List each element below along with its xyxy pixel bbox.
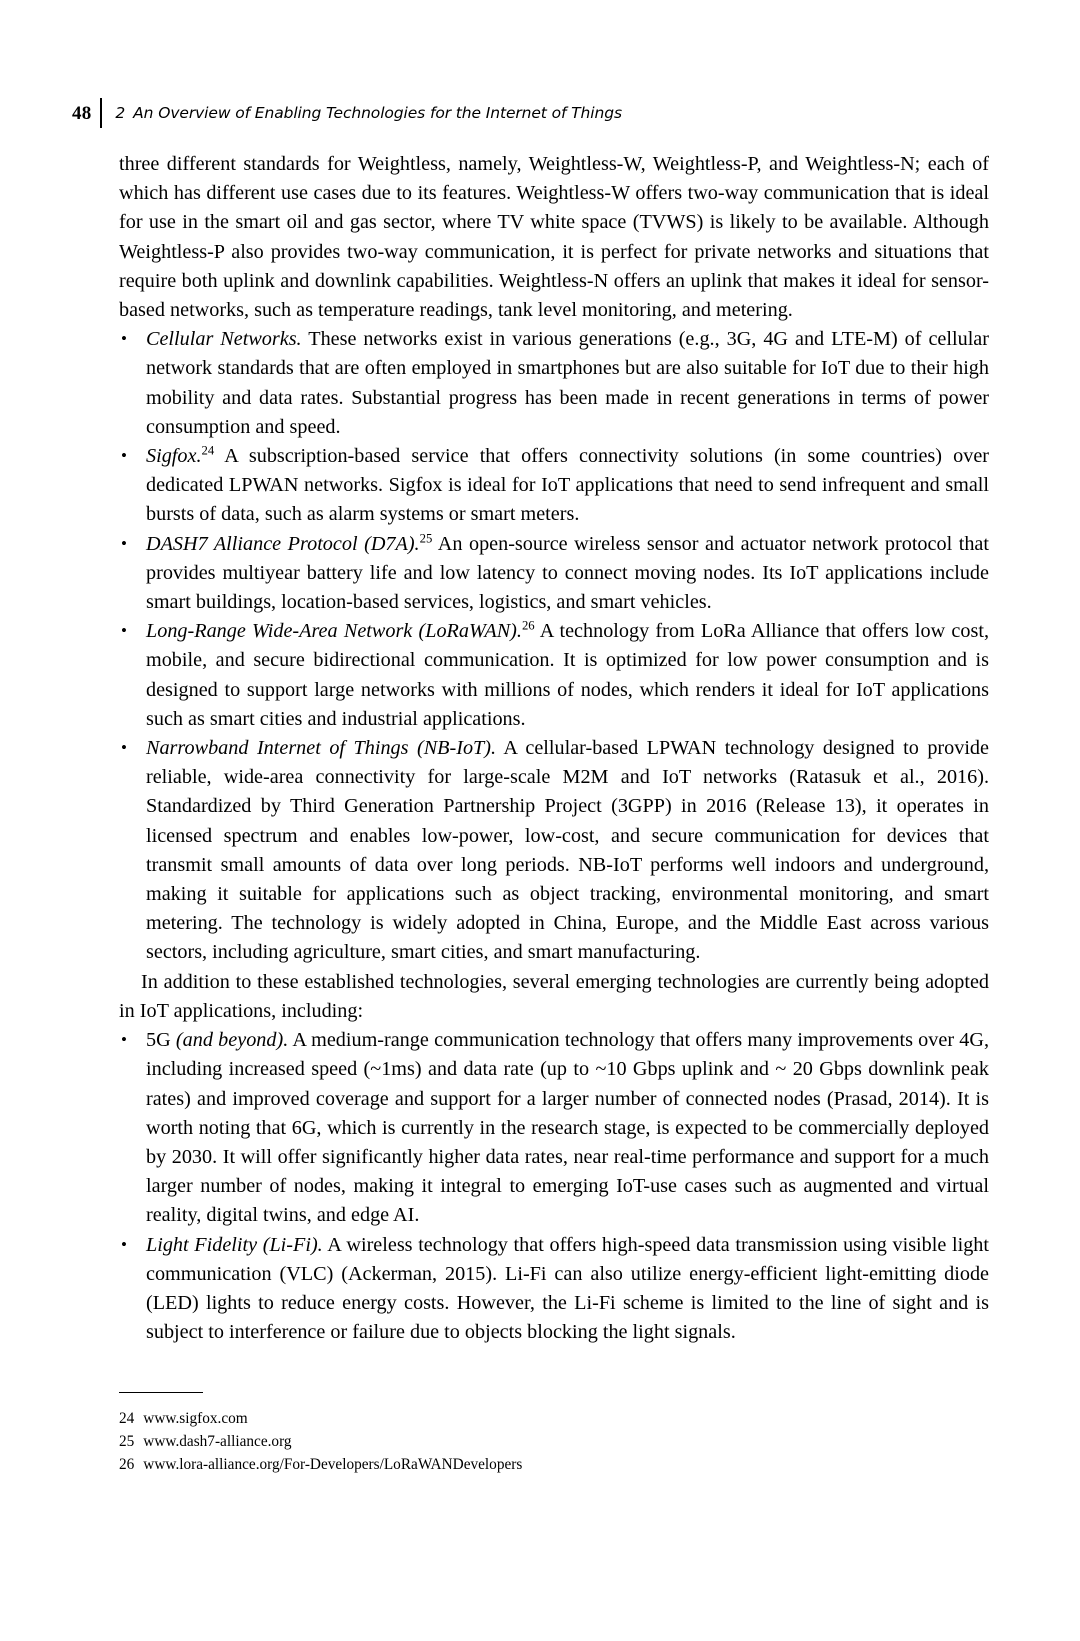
emerging-technology-item-text: A medium-range communication technology that offers many improvements over 4G, including increased speed (~1ms) and data rate (up to ~10 Gbps uplink and ~ 20 Gbps downlink peak rates) and improved coverage and support for a larger number of connected nodes (Prasad, 2014). It is worth noting that 6G, which is currently in the research stage, is expected to be commercially deployed by 2030. It will offer significantly higher data rates, near real-time performance and support for a much larger number of nodes, making it integral to emerging IoT-use cases such as augmented and virtual reality, digital twins, and edge AI. [146,1029,990,1227]
continued-paragraph: three different standards for Weightless, namely, Weightless-W, Weightless-P, and Weightless-N; each of which has different use cases due to its features. Weightless-W offers two-way communication that is ideal for use in the smart oil and gas sector, where TV white space (TVWS) is likely to be available. Although Weightless-P also provides two-way communication, it is perfect for private networks and situations that require both uplink and downlink capabilities. Weightless-N offers an uplink that makes it ideal for sensor-based networks, such as temperature readings, tank level monitoring, and metering. [119,153,989,322]
emerging-technology-item-lead-upright: 5G [146,1029,171,1052]
running-head-title [115,104,622,122]
chapter-number: 2 [115,104,126,122]
established-technology-item-lead: Sigfox. [146,445,202,468]
page-number: 48 [72,102,92,124]
established-technology-item-text: A cellular-based LPWAN technology designed to provide reliable, wide-area connectivity for large-scale M2M and IoT networks (Ratasuk et al., 2016). Standardized by Third Generation Partnership Project (3GPP) in 2016 (Release 13), it operates in licensed spectrum and enables low-power, low-cost, and secure communication for devices that transmit small amounts of data over long periods. NB-IoT performs well indoors and underground, making it suitable for applications such as object tracking, environmental monitoring, and smart metering. The technology is widely adopted in China, Europe, and the Middle East across various sectors, including agriculture, smart cities, and smart manufacturing. [146,737,989,964]
established-technology-item [119,325,989,442]
established-technology-item-lead: Long-Range Wide-Area Network (LoRaWAN). [146,620,522,643]
established-technology-item [119,530,989,618]
footnote-text: www.sigfox.com [143,1410,248,1428]
running-head-divider [100,98,102,128]
footnote [119,1453,989,1476]
emerging-technology-item [119,1231,989,1348]
established-technology-item [119,734,989,968]
footnote [119,1407,989,1430]
emerging-technologies-list [119,1026,989,1347]
footnote-number: 26 [119,1456,135,1474]
main-text-block [119,150,989,1347]
footnote-separator-rule [119,1392,203,1393]
emerging-technology-item-text: A wireless technology that offers high-speed data transmission using visible light communication (VLC) (Ackerman, 2015). Li-Fi can also utilize energy-efficient light-emitting diode (LED) lights to reduce energy costs. However, the Li-Fi scheme is limited to the line of sight and is subject to interference or failure due to objects blocking the light signals. [146,1233,989,1344]
established-technology-item-text: A technology from LoRa Alliance that offers low cost, mobile, and secure bidirectional communication. It is optimized for low power consumption and is designed to support large networks with millions of nodes, which renders it ideal for IoT applications such as smart cities and industrial applications. [146,620,989,730]
established-technology-item-text: These networks exist in various generations (e.g., 3G, 4G and LTE-M) of cellular network standards that are often employed in smartphones but are also suitable for IoT due to their high mobility and data rates. Substantial progress has been made in recent generations in terms of power consumption and speed. [146,328,989,438]
emerging-technology-item-lead: (and beyond). [170,1029,289,1052]
established-technologies-list [119,325,989,967]
footnote-number: 25 [119,1433,135,1451]
footnote-text: www.dash7-alliance.org [143,1433,292,1451]
footnote-marker[interactable]: 26 [521,618,535,633]
running-head [72,98,1008,128]
chapter-title: An Overview of Enabling Technologies for the Internet of Things [133,104,622,122]
established-technology-item-lead: DASH7 Alliance Protocol (D7A). [146,532,420,555]
established-technology-item-lead: Cellular Networks. [146,328,302,351]
established-technology-item [119,442,989,530]
established-technology-item-lead: Narrowband Internet of Things (NB-IoT). [146,737,497,760]
footnote [119,1430,989,1453]
footnote-number: 24 [119,1410,135,1428]
transition-paragraph: In addition to these established technologies, several emerging technologies are currently being adopted in IoT applications, including: [119,970,989,1022]
footnote-container [119,1407,989,1476]
emerging-technology-item-lead: Light Fidelity (Li-Fi). [146,1233,323,1256]
established-technology-item-text: An open-source wireless sensor and actuator network protocol that provides multiyear battery life and low latency to connect moving nodes. Its IoT applications include smart buildings, location-based services, logistics, and smart vehicles. [146,532,989,614]
footnote-text: www.lora-alliance.org/For-Developers/LoRaWANDevelopers [143,1456,523,1474]
established-technology-item [119,617,989,734]
established-technology-item-text: A subscription-based service that offers connectivity solutions (in some countries) over dedicated LPWAN networks. Sigfox is ideal for IoT applications that need to send infrequent and small bursts of data, such as alarm systems or smart meters. [146,445,989,526]
emerging-technology-item [119,1026,989,1230]
footnotes-section [119,1392,989,1476]
footnote-marker[interactable]: 25 [419,530,433,545]
footnote-marker[interactable]: 24 [201,443,215,458]
